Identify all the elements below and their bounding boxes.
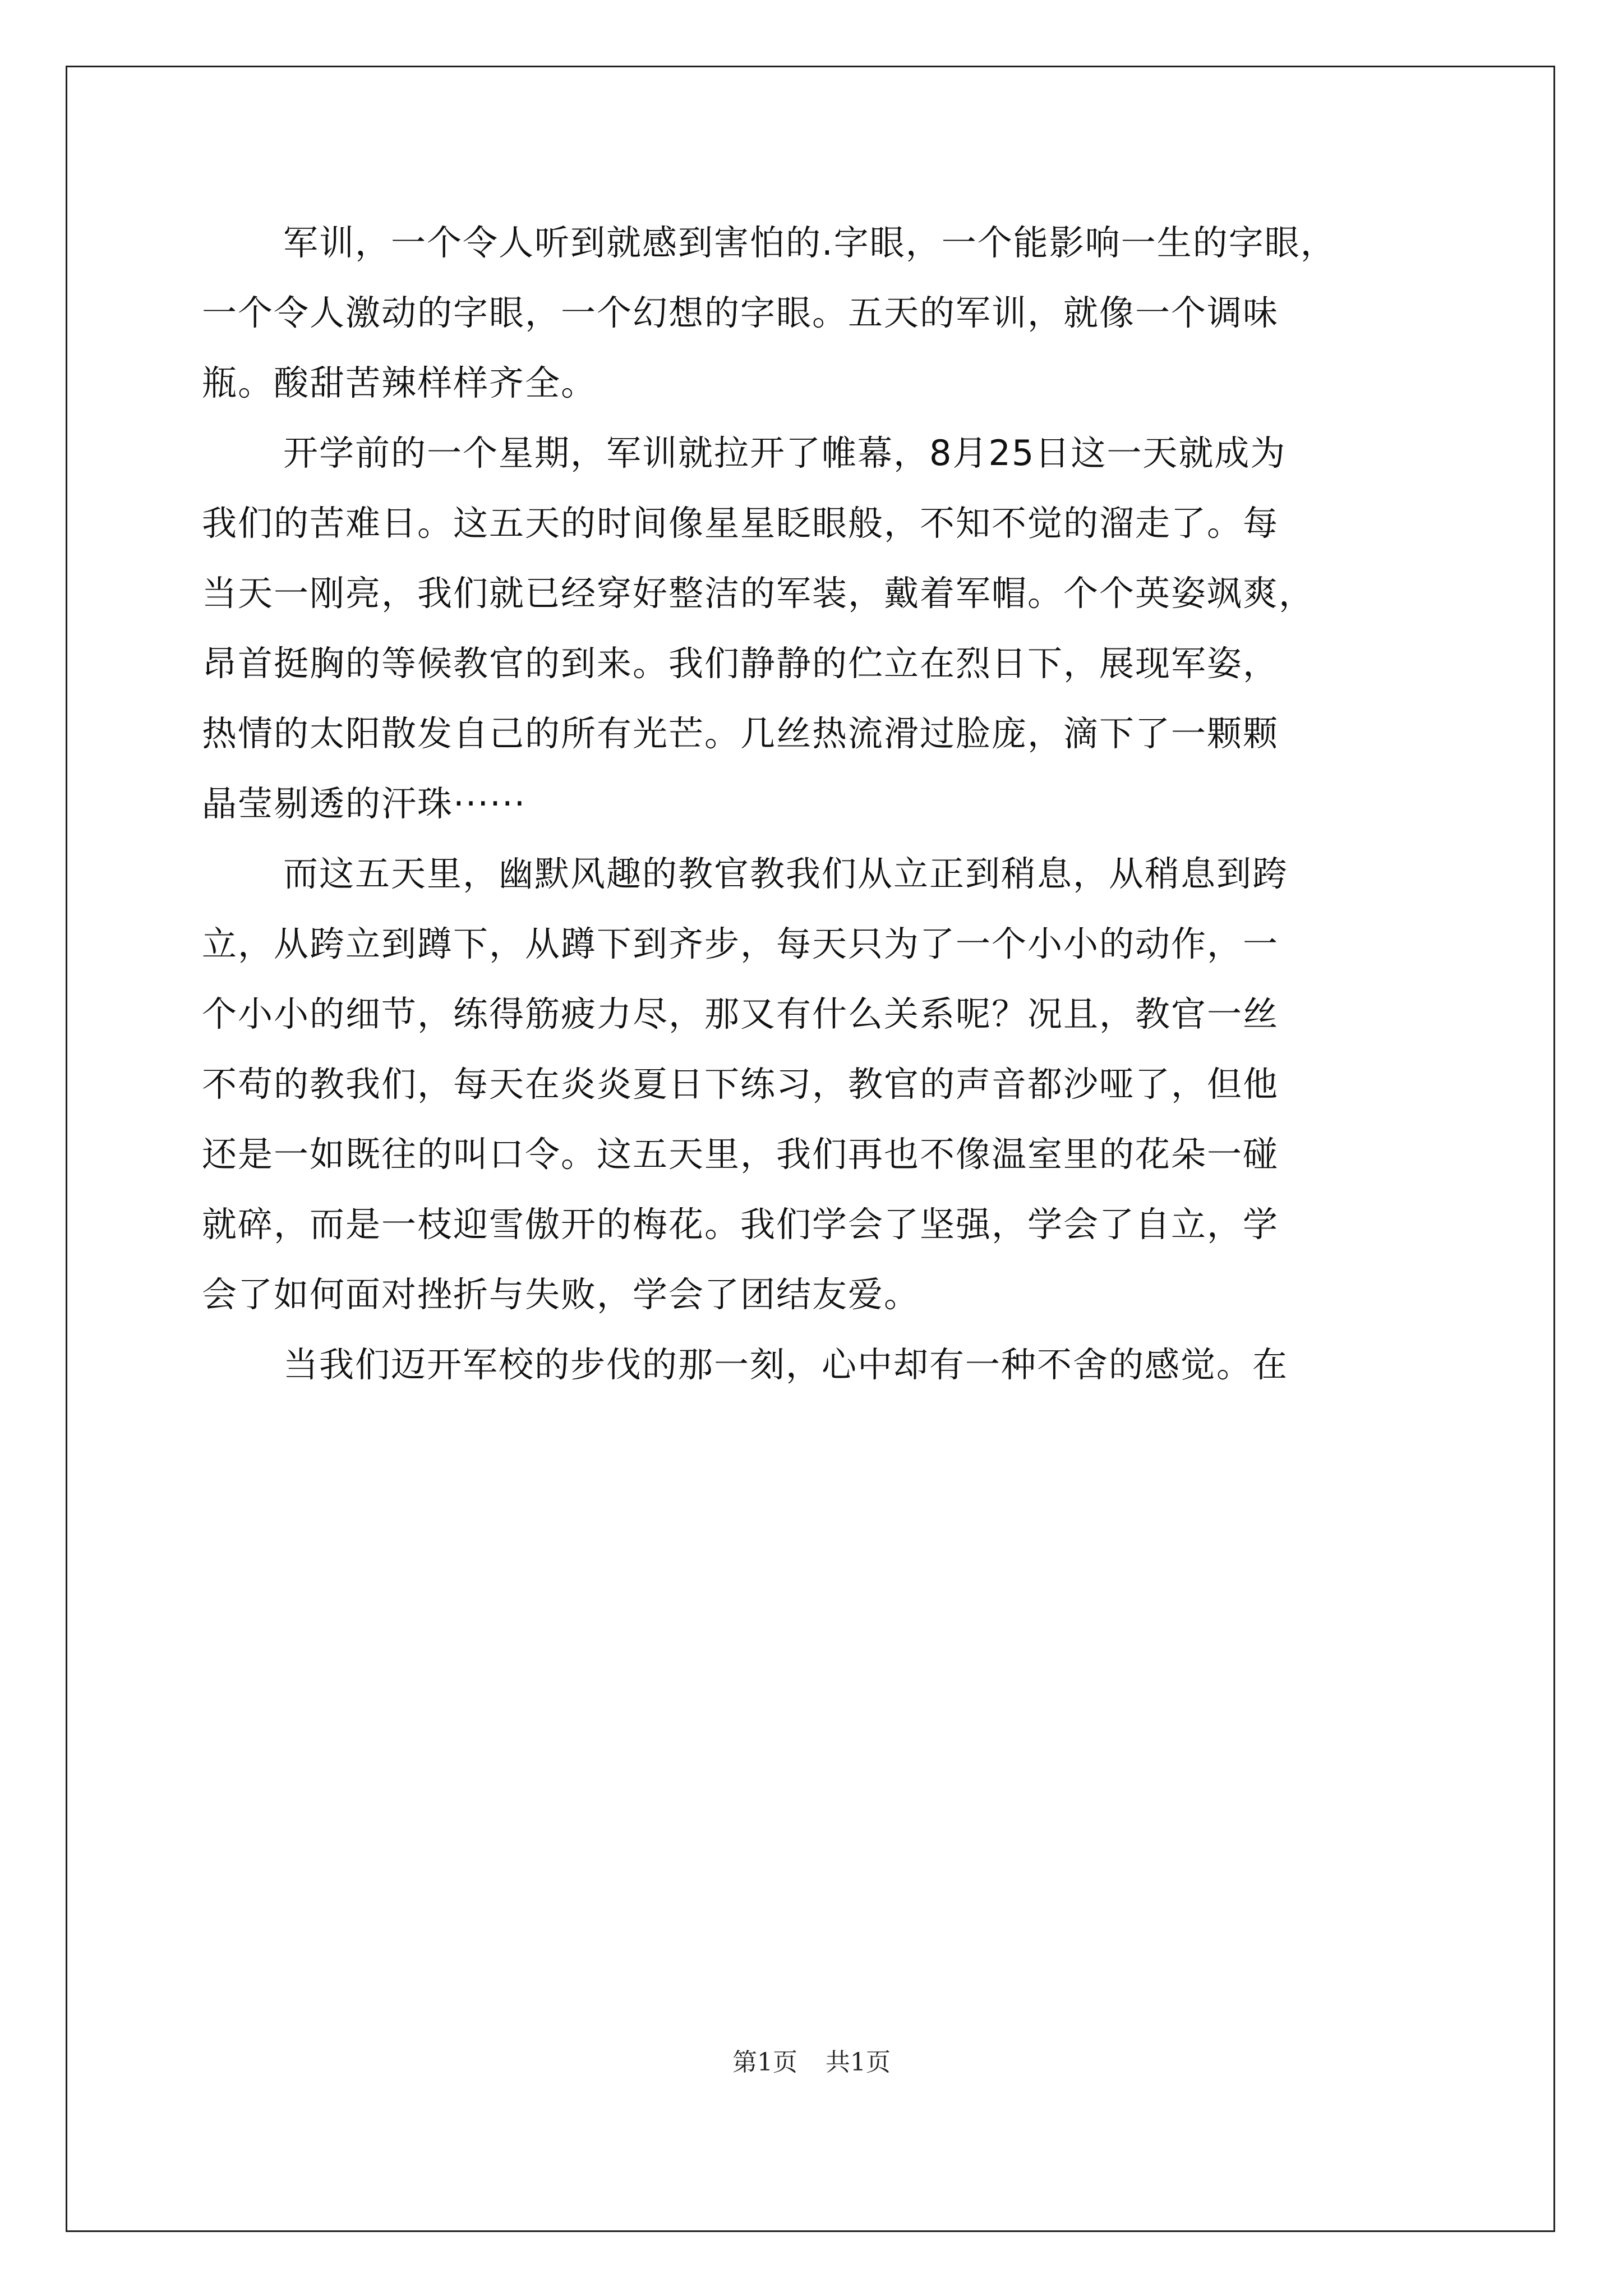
text-line: 就碎，而是一枝迎雪傲开的梅花。我们学会了坚强，学会了自立，学 [202, 1204, 1279, 1245]
text-line: 热情的太阳散发自己的所有光芒。几丝热流滑过脸庞，滴下了一颗颗 [202, 713, 1279, 754]
text-line: 不苟的教我们，每天在炎炎夏日下练习，教官的声音都沙哑了，但他 [202, 1064, 1279, 1105]
text-line: 昂首挺胸的等候教官的到来。我们静静的伫立在烈日下，展现军姿， [202, 643, 1279, 684]
text-line: 开学前的一个星期，军训就拉开了帷幕，8月25日这一天就成为 [283, 432, 1287, 473]
text-line: 会了如何面对挫折与失败，学会了团结友爱。 [202, 1274, 920, 1315]
text-line: 个小小的细节，练得筋疲力尽，那又有什么关系呢？况且，教官一丝 [202, 993, 1279, 1034]
text-line: 军训，一个令人听到就感到害怕的.字眼，一个能影响一生的字眼， [283, 222, 1336, 263]
text-line: 而这五天里，幽默风趣的教官教我们从立正到稍息，从稍息到跨 [283, 853, 1289, 894]
text-line: 我们的苦难日。这五天的时间像星星眨眼般，不知不觉的溜走了。每 [202, 503, 1279, 544]
text-line: 立，从跨立到蹲下，从蹲下到齐步，每天只为了一个小小的动作，一 [202, 923, 1279, 964]
text-line: 当天一刚亮，我们就已经穿好整洁的军装，戴着军帽。个个英姿飒爽， [202, 573, 1315, 614]
text-line: 一个令人激动的字眼，一个幻想的字眼。五天的军训，就像一个调味 [202, 292, 1279, 333]
text-line: 晶莹剔透的汗珠······ [202, 783, 527, 824]
text-line: 还是一如既往的叫口令。这五天里，我们再也不像温室里的花朵一碰 [202, 1134, 1279, 1175]
page-total: 共1页 [826, 2048, 891, 2077]
text-line: 当我们迈开军校的步伐的那一刻，心中却有一种不舍的感觉。在 [283, 1344, 1289, 1385]
page-number: 第1页 [732, 2048, 797, 2077]
text-line: 瓶。酸甜苦辣样样齐全。 [202, 362, 597, 403]
page-footer [0, 2042, 1623, 2078]
document-body [202, 208, 1436, 1400]
